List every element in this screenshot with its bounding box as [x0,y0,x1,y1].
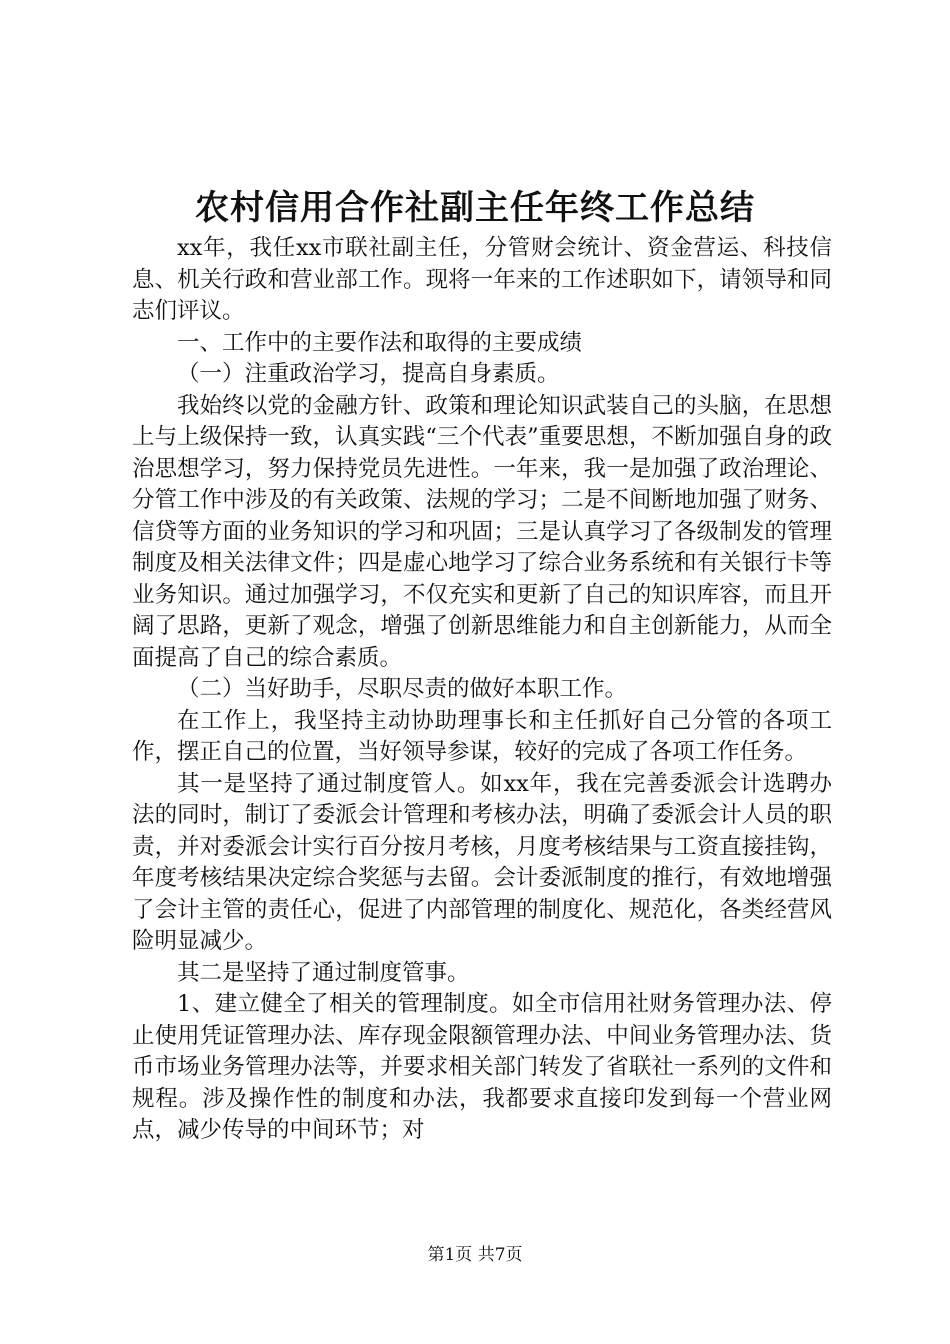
subsection-heading-1: （一）注重政治学习，提高自身素质。 [177,361,560,387]
section-heading-1: 一、工作中的主要作法和取得的主要成绩 [177,329,583,356]
paragraph-management-system: 1、建立健全了相关的管理制度。如全市信用社财务管理办法、停止使用凭证管理办法、库存现金限额管理办法、中间业务管理办法、货币市场业务管理办法等，并要求相关部门转发了省联社一系列的文件和规程。涉及操作性的制度和办法，我都要求直接印发到每一个营业网点，减少传导的中间环节；对 [132,991,832,1143]
document-body [132,233,832,1147]
paragraph-intro: xx年，我任xx市联社副主任，分管财会统计、资金营运、科技信息、机关行政和营业部工作。现将一年来的工作述职如下，请领导和同志们评议。 [132,235,832,324]
subsection-heading-2: （二）当好助手，尽职尽责的做好本职工作。 [177,676,628,702]
page-footer: 第1页 共7页 [427,1245,523,1265]
paragraph-manage-affairs-heading: 其二是坚持了通过制度管事。 [177,959,470,986]
paragraph-study: 我始终以党的金融方针、政策和理论知识武装自己的头脑，在思想上与上级保持一致，认真实践“三个代表”重要思想，不断加强自身的政治思想学习，努力保持党员先进性。一年来，我一是加强了政治理论、分管工作中涉及的有关政策、法规的学习；二是不间断地加强了财务、信贷等方面的业务知识的学习和巩固；三是认真学习了各级制发的管理制度及相关法律文件；四是虚心地学习了综合业务系统和有关银行卡等业务知识。通过加强学习，不仅充实和更新了自己的知识库容，而且开阔了思路，更新了观念，增强了创新思维能力和自主创新能力，从而全面提高了自己的综合素质。 [132,392,832,671]
paragraph-manage-people: 其一是坚持了通过制度管人。如xx年，我在完善委派会计选聘办法的同时，制订了委派会计管理和考核办法，明确了委派会计人员的职责，并对委派会计实行百分按月考核，月度考核结果与工资直接挂钩，年度考核结果决定综合奖惩与去留。会计委派制度的推行，有效地增强了会计主管的责任心，促进了内部管理的制度化、规范化，各类经营风险明显减少。 [132,770,832,954]
paragraph-duties: 在工作上，我坚持主动协助理事长和主任抓好自己分管的各项工作，摆正自己的位置，当好领导参谋，较好的完成了各项工作任务。 [132,707,832,765]
document-title: 农村信用合作社副主任年终工作总结 [195,188,755,228]
